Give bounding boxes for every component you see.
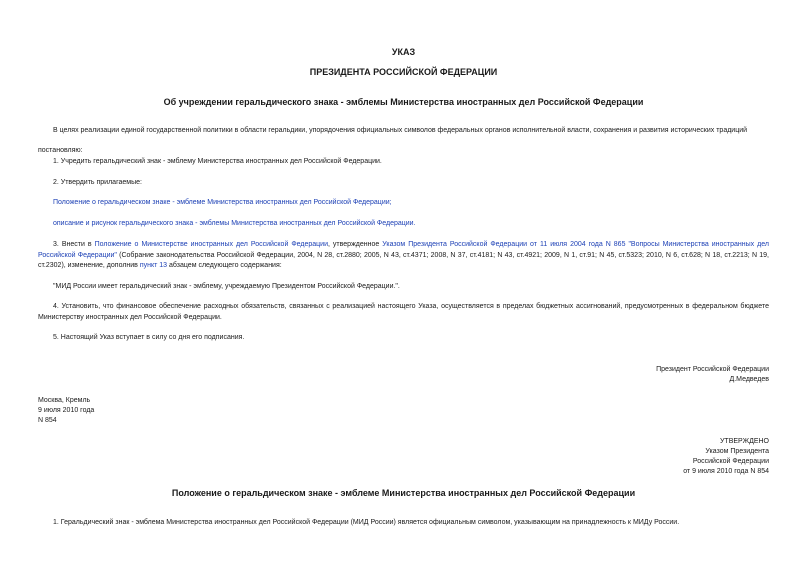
decree-title: Об учреждении геральдического знака - эмблемы Министерства иностранных дел Российской Федерации xyxy=(163,97,644,107)
item-5: 5. Настоящий Указ вступает в силу со дня его подписания. xyxy=(53,334,245,341)
approval-line-2: Указом Президента xyxy=(705,448,769,455)
signing-place: Москва, Кремль xyxy=(38,397,91,404)
signature-name: Д.Медведев xyxy=(729,376,769,383)
item-4: 4. Установить, что финансовое обеспечение расходных обязательств, связанных с реализацией настоящего Указа, осуществляется в пределах бюджетных ассигнований, предусмотренных в федеральном бюджете Министерству иностранных дел Российской Федерации. xyxy=(38,303,769,321)
approval-stamp: УТВЕРЖДЕНО xyxy=(719,438,769,445)
item-3-text-b: , утвержденное xyxy=(328,241,383,248)
item-1: 1. Учредить геральдический знак - эмблему Министерства иностранных дел Российской Федерации. xyxy=(53,158,382,165)
preamble-text: В целях реализации единой государственной политики в области геральдики, упорядочения официальных символов федеральных органов исполнительной власти, сохранения и развития исторических традиций xyxy=(53,127,748,134)
signature-position: Президент Российской Федерации xyxy=(656,366,769,373)
regulation-title: Положение о геральдическом знаке - эмблеме Министерства иностранных дел Российской Федерации xyxy=(171,488,636,498)
item-2: 2. Утвердить прилагаемые: xyxy=(53,179,142,186)
decree-word: постановляю: xyxy=(38,147,83,154)
item-3 xyxy=(38,240,769,272)
decree-issuer: ПРЕЗИДЕНТА РОССИЙСКОЙ ФЕДЕРАЦИИ xyxy=(309,67,498,77)
link-ministry-regulation[interactable]: Положение о Министерстве иностранных дел Российской Федерации xyxy=(94,241,328,248)
regulation-item-1: 1. Геральдический знак - эмблема Министерства иностранных дел Российской Федерации (МИД России) является официальным символом, указывающим на принадлежность к МИДу России. xyxy=(53,519,680,526)
decree-number: N 854 xyxy=(38,417,57,424)
link-decree-865[interactable]: Указом Президента Российской Федерации от 11 июля 2004 года N 865 "Вопросы Министерства иностранных дел Российской Федерации" xyxy=(38,241,769,259)
link-regulation[interactable]: Положение о геральдическом знаке - эмблеме Министерства иностранных дел Российской Федерации; xyxy=(53,199,392,206)
item-3-text-a: 3. Внести в xyxy=(53,241,95,248)
amendment-quote: "МИД России имеет геральдический знак - эмблему, учреждаемую Президентом Российской Федерации.". xyxy=(53,283,400,290)
approval-line-4: от 9 июля 2010 года N 854 xyxy=(683,468,769,475)
approval-line-3: Российской Федерации xyxy=(692,458,769,465)
link-description[interactable]: описание и рисунок геральдического знака - эмблемы Министерства иностранных дел Российской Федерации. xyxy=(53,220,416,227)
link-item-13[interactable]: пункт 13 xyxy=(139,262,168,269)
item-3-text-c: (Собрание законодательства Российской Федерации, 2004, N 28, ст.2880; 2005, N 43, ст.4371; 2008, N 37, ст.4181; N 43, ст.4921; 2009, N 1, ст.91; N 45, ст.5323; 2010, N 6, ст.628; N 18, ст.2213; N 19, ст.2302), изменение, дополнив xyxy=(38,251,769,269)
signing-date: 9 июля 2010 года xyxy=(38,407,95,414)
decree-heading: УКАЗ xyxy=(391,47,416,57)
item-3-text-d: абзацем следующего содержания: xyxy=(167,262,282,269)
